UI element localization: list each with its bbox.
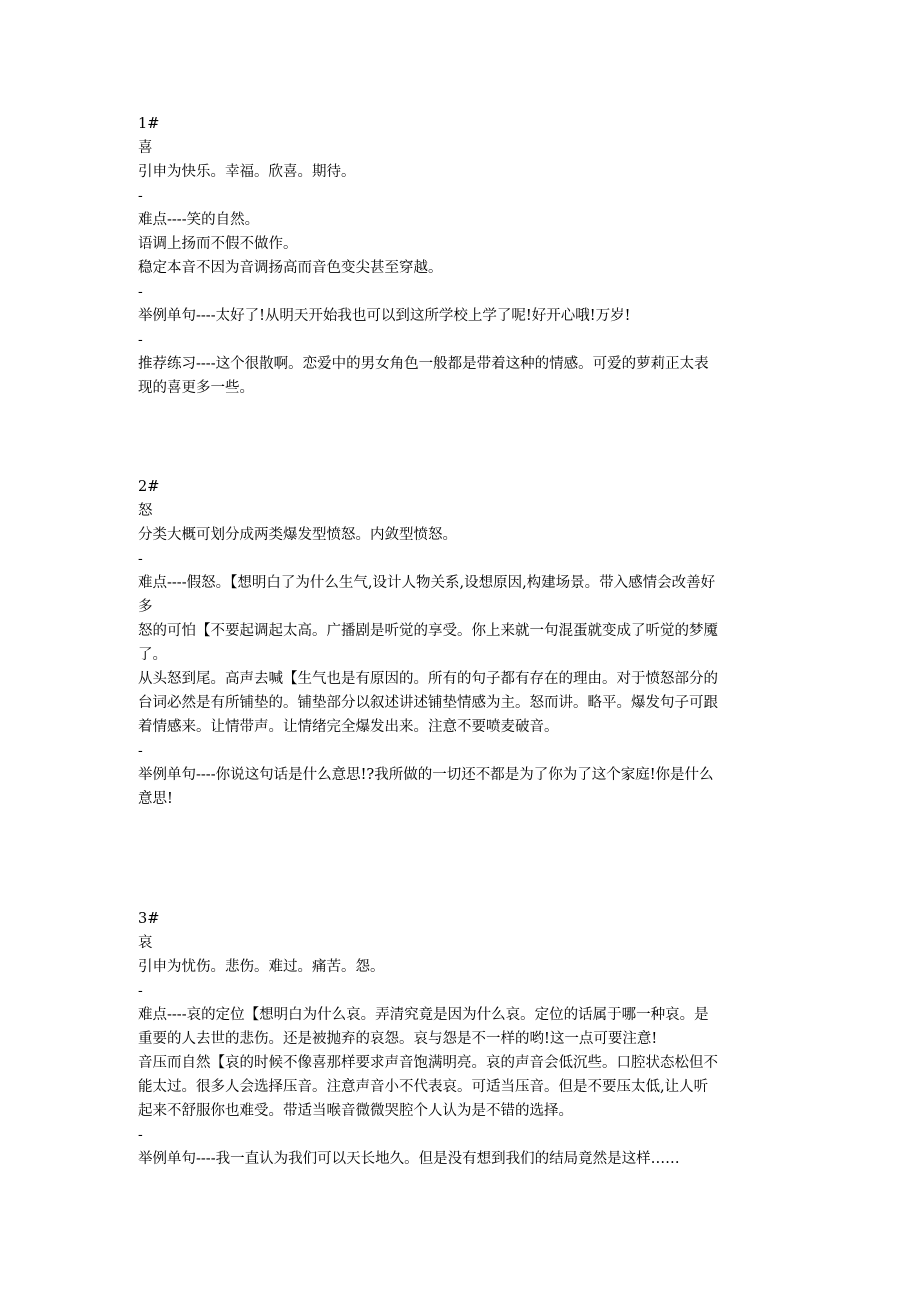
section-anger (138, 475, 784, 811)
section-title: 哀 (138, 935, 153, 951)
example-sentence: 意思! (138, 791, 173, 807)
separator: - (138, 551, 143, 567)
section-number: 3# (138, 911, 160, 927)
difficulty-line: 多 (138, 599, 153, 615)
difficulty-line: 难点----笑的自然。 (138, 212, 260, 228)
difficulty-line: 怒的可怕【不要起调起太高。广播剧是听觉的享受。你上来就一句混蛋就变成了听觉的梦魇 (138, 623, 718, 639)
separator: - (138, 743, 143, 759)
difficulty-line: 了。 (138, 647, 167, 663)
difficulty-line: 稳定本音不因为音调扬高而音色变尖甚至穿越。 (138, 260, 443, 276)
separator: - (138, 983, 143, 999)
separator: - (138, 1127, 143, 1143)
section-number: 2# (138, 479, 160, 495)
section-sorrow (138, 907, 784, 1171)
section-title: 怒 (138, 503, 153, 519)
example-sentence: 举例单句----你说这句话是什么意思!?我所做的一切还不都是为了你为了这个家庭!你是什么 (138, 767, 714, 783)
section-intro: 引申为忧伤。悲伤。难过。痛苦。怨。 (138, 959, 385, 975)
difficulty-line: 重要的人去世的悲伤。还是被抛弃的哀怨。哀与怨是不一样的哟!这一点可要注意! (138, 1031, 658, 1047)
section-intro: 分类大概可划分成两类爆发型愤怒。内敛型愤怒。 (138, 527, 457, 543)
section-number: 1# (138, 116, 160, 132)
difficulty-line: 难点----哀的定位【想明白为什么哀。弄清究竟是因为什么哀。定位的话属于哪一种哀。是 (138, 1007, 709, 1023)
example-sentence: 举例单句----太好了!从明天开始我也可以到这所学校上学了呢!好开心哦!万岁! (138, 308, 631, 324)
separator: - (138, 284, 143, 300)
separator: - (138, 332, 143, 348)
difficulty-line: 能太过。很多人会选择压音。注意声音小不代表哀。可适当压音。但是不要压太低,让人听 (138, 1079, 709, 1095)
difficulty-line: 着情感来。让情带声。让情绪完全爆发出来。注意不要喷麦破音。 (138, 719, 559, 735)
separator: - (138, 188, 143, 204)
difficulty-line: 起来不舒服你也难受。带适当喉音微微哭腔个人认为是不错的选择。 (138, 1103, 573, 1119)
example-sentence: 举例单句----我一直认为我们可以天长地久。但是没有想到我们的结局竟然是这样…… (138, 1151, 680, 1167)
section-joy (138, 112, 784, 400)
section-title: 喜 (138, 140, 153, 156)
difficulty-line: 音压而自然【哀的时候不像喜那样要求声音饱满明亮。哀的声音会低沉些。口腔状态松但不 (138, 1055, 718, 1071)
difficulty-line: 从头怒到尾。高声去喊【生气也是有原因的。所有的句子都有存在的理由。对于愤怒部分的 (138, 671, 718, 687)
section-intro: 引申为快乐。幸福。欣喜。期待。 (138, 164, 356, 180)
practice-line: 推荐练习----这个很散啊。恋爱中的男女角色一般都是带着这种的情感。可爱的萝莉正太表 (138, 356, 709, 372)
difficulty-line: 台词必然是有所铺垫的。铺垫部分以叙述讲述铺垫情感为主。怒而讲。略平。爆发句子可跟 (138, 695, 718, 711)
difficulty-line: 语调上扬而不假不做作。 (138, 236, 298, 252)
difficulty-line: 难点----假怒。【想明白了为什么生气,设计人物关系,设想原因,构建场景。带入感情会改善好 (138, 575, 716, 591)
practice-line: 现的喜更多一些。 (138, 380, 254, 396)
